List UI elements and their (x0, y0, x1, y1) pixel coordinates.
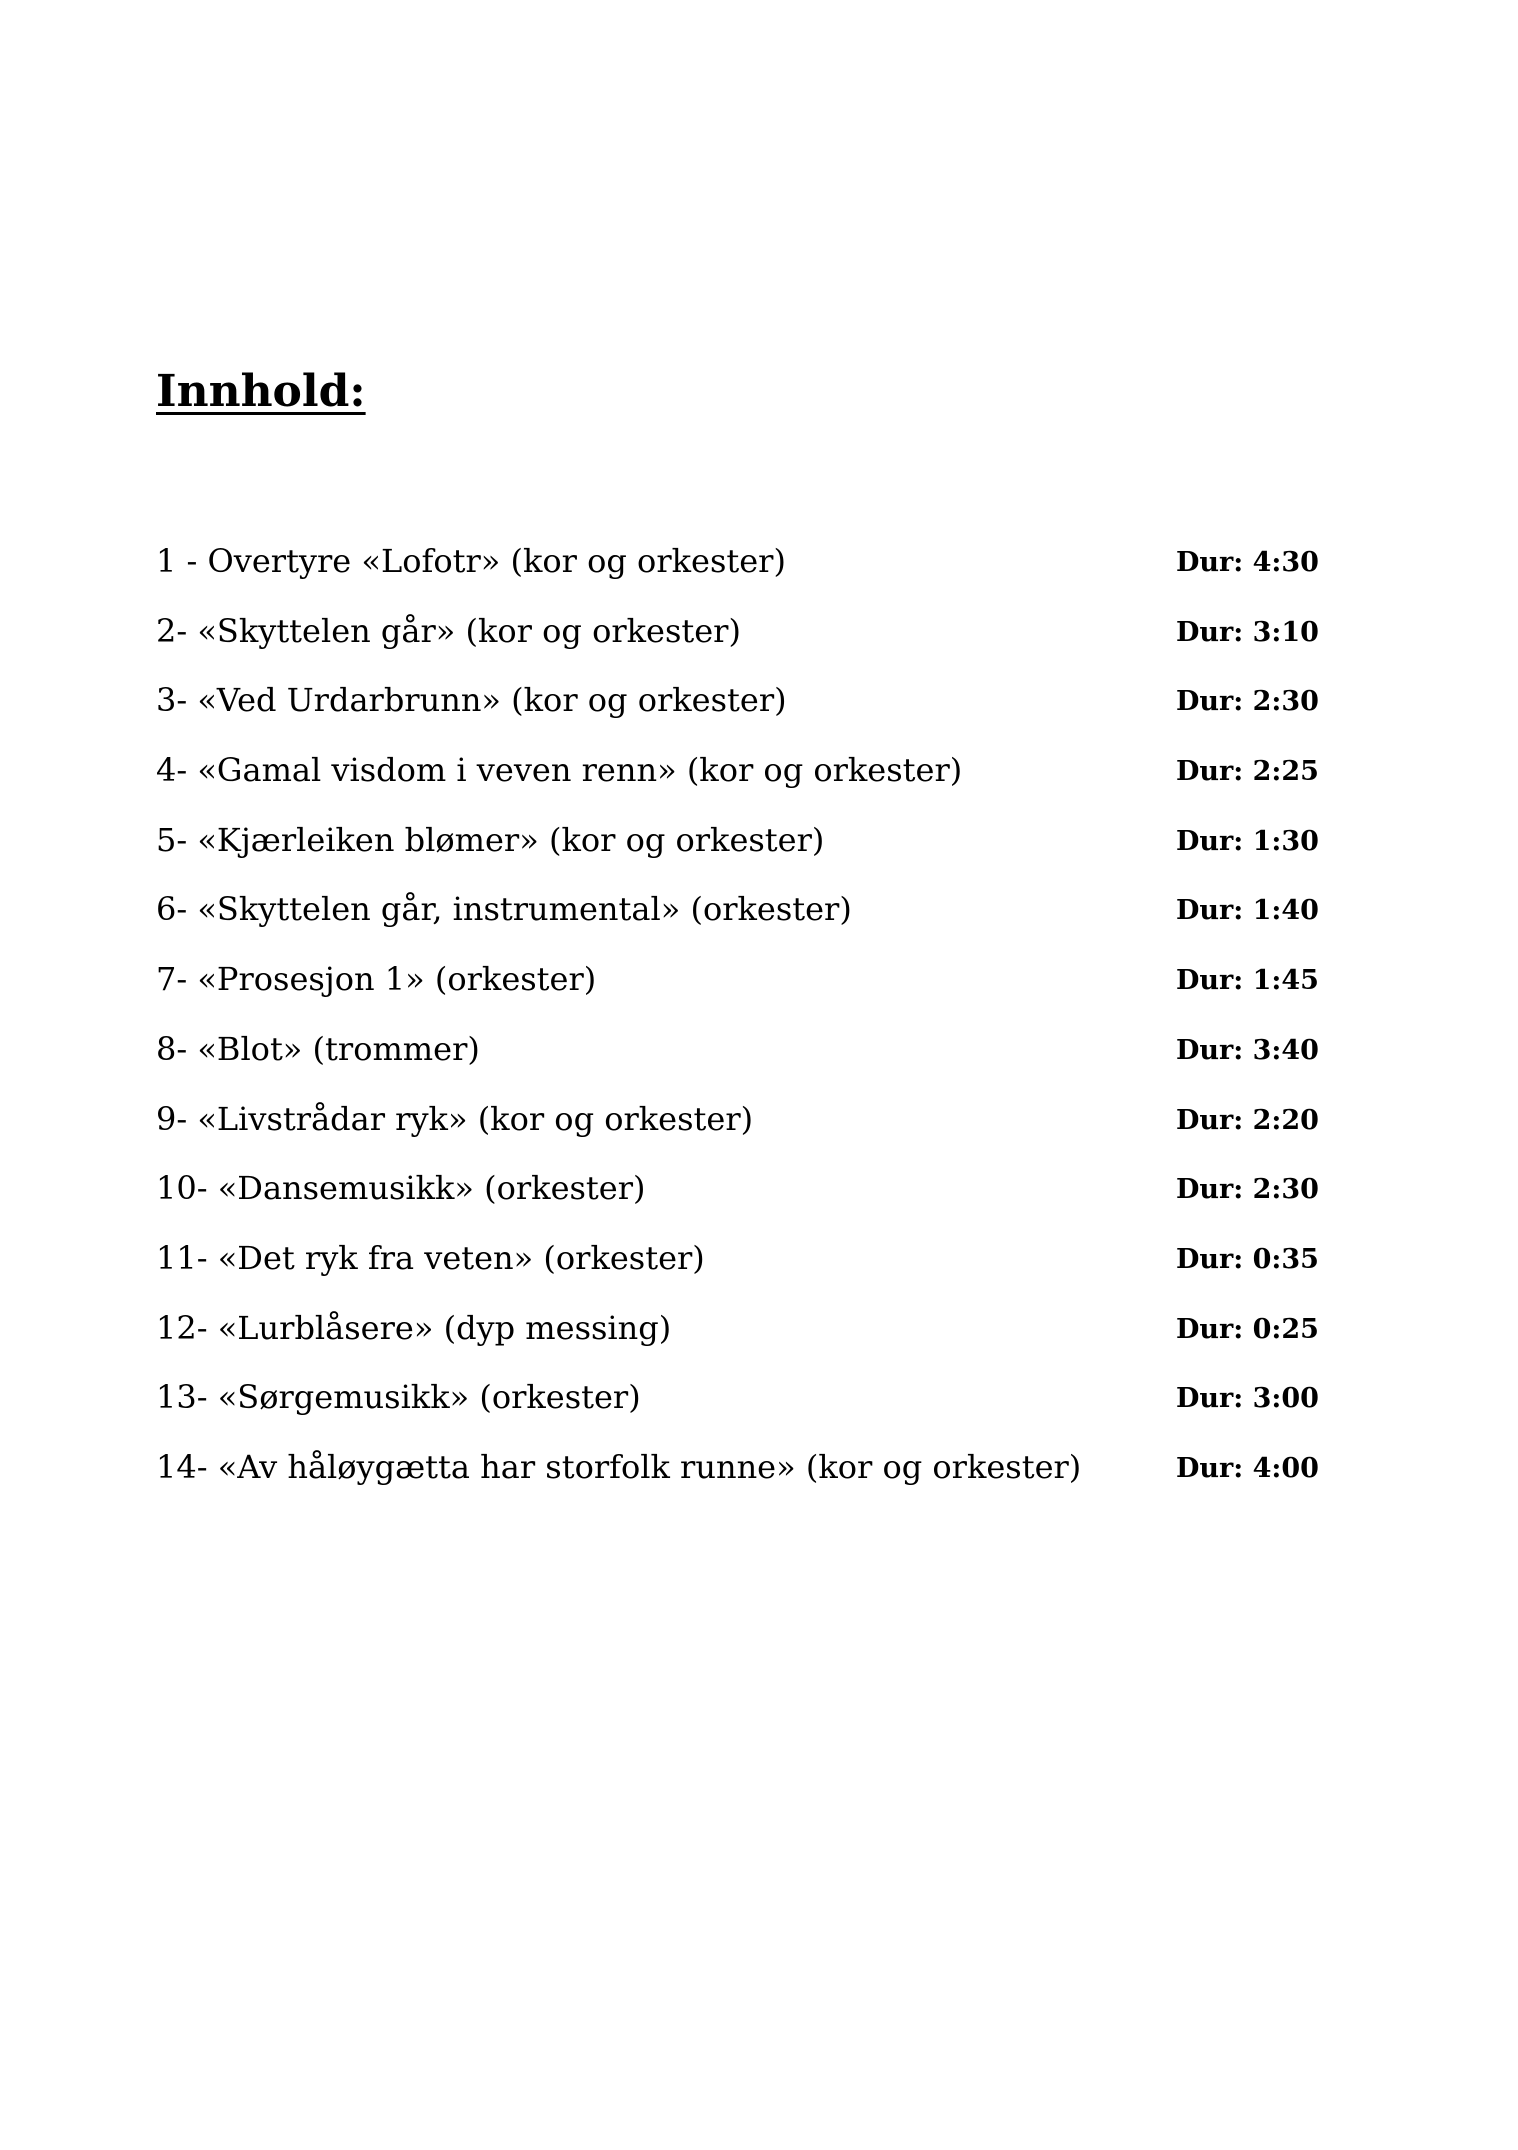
toc-entry (156, 1304, 1336, 1374)
toc-entry-title: 8- «Blot» (trommer) (156, 1029, 480, 1068)
toc-entry-duration: Dur: 1:40 (1176, 895, 1319, 927)
toc-entry-title: 1 - Overtyre «Lofotr» (kor og orkester) (156, 542, 786, 580)
toc-entry (156, 607, 1336, 677)
toc-entry-title: 2- «Skyttelen går» (kor og orkester) (156, 611, 741, 650)
toc-entry (156, 816, 1336, 886)
toc-entry-duration: Dur: 2:25 (1176, 756, 1319, 788)
toc-entry-title: 7- «Prosesjon 1» (orkester) (156, 960, 597, 999)
toc-entry-title: 11- «Det ryk fra veten» (orkester) (156, 1238, 705, 1277)
toc-entry-title: 10- «Dansemusikk» (orkester) (156, 1169, 646, 1208)
toc-entry-duration: Dur: 4:30 (1176, 547, 1319, 578)
toc-entry (156, 885, 1336, 955)
table-of-contents (156, 537, 1336, 1513)
toc-entry-title: 4- «Gamal visdom i veven renn» (kor og orkester) (156, 751, 963, 790)
toc-entry (156, 1025, 1336, 1095)
toc-entry (156, 1443, 1336, 1513)
toc-entry-title: 13- «Sørgemusikk» (orkester) (156, 1378, 641, 1417)
toc-entry-title: 5- «Kjærleiken blømer» (kor og orkester) (156, 820, 825, 859)
toc-entry-title: 3- «Ved Urdarbrunn» (kor og orkester) (156, 681, 787, 720)
toc-entry-duration: Dur: 1:30 (1176, 825, 1319, 857)
toc-entry (156, 1234, 1336, 1304)
toc-entry-duration: Dur: 2:30 (1176, 1174, 1319, 1206)
toc-entry (156, 1373, 1336, 1443)
toc-entry-title: 9- «Livstrådar ryk» (kor og orkester) (156, 1099, 754, 1138)
toc-entry (156, 676, 1336, 746)
toc-entry-title: 14- «Av håløygætta har storfolk runne» (kor og orkester) (156, 1447, 1082, 1486)
toc-entry (156, 1164, 1336, 1234)
toc-entry-duration: Dur: 4:00 (1176, 1452, 1319, 1484)
toc-entry-duration: Dur: 3:10 (1176, 616, 1319, 648)
toc-entry-duration: Dur: 2:30 (1176, 686, 1319, 718)
page-title: Innhold: (156, 366, 366, 417)
toc-entry-title: 12- «Lurblåsere» (dyp messing) (156, 1308, 672, 1347)
toc-entry-duration: Dur: 3:00 (1176, 1383, 1319, 1415)
toc-entry (156, 537, 1336, 607)
toc-entry-duration: Dur: 2:20 (1176, 1104, 1319, 1136)
toc-entry-duration: Dur: 0:35 (1176, 1243, 1319, 1275)
toc-entry (156, 1095, 1336, 1165)
toc-entry-duration: Dur: 0:25 (1176, 1313, 1319, 1345)
toc-entry (156, 955, 1336, 1025)
toc-entry-duration: Dur: 3:40 (1176, 1034, 1319, 1066)
toc-entry (156, 746, 1336, 816)
toc-entry-duration: Dur: 1:45 (1176, 965, 1319, 997)
toc-entry-title: 6- «Skyttelen går, instrumental» (orkester) (156, 890, 852, 929)
